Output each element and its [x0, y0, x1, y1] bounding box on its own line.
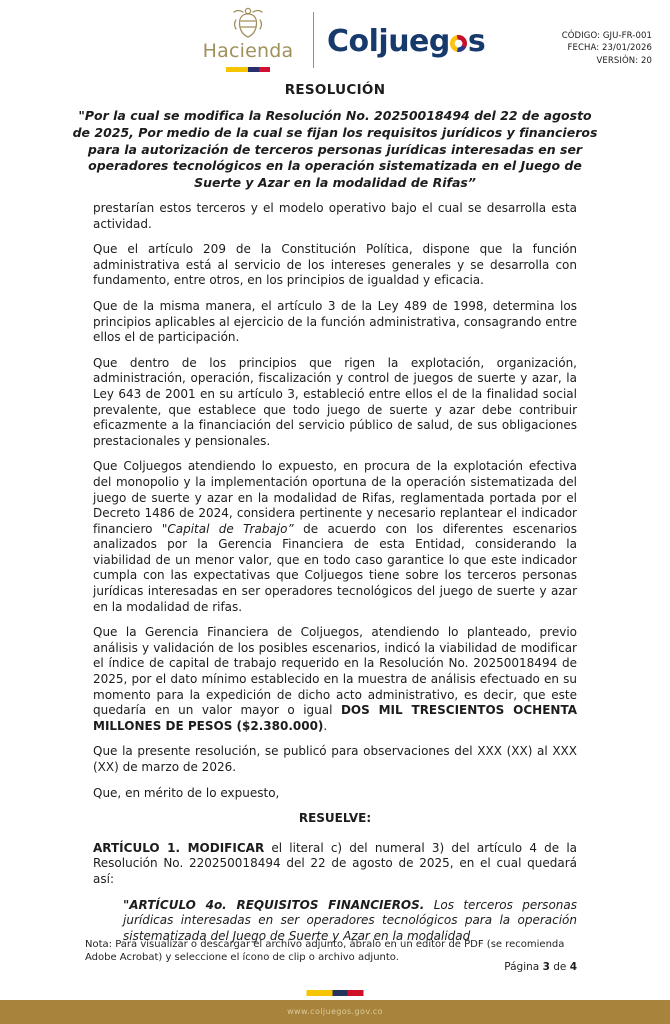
paragraph: Que la Gerencia Financiera de Coljuegos, atendiendo lo planteado, previo análisis y validación de los posibles escenarios, indicó la viabilidad de modificar el índice de capital de trabajo requerido en la Resolución No. 20250018494 de 2025, por el dato mínimo establecido en la muestra de análisis efectuado en su momento para la expedición de dicho acto administrativo, es decir, que este quedaría en un valor mayor o igual DOS MIL TRESCIENTOS OCHENTA MILLONES DE PESOS ($2.380.000).	[93, 625, 578, 733]
paragraph: Que la presente resolución, se publicó para observaciones del XXX (XX) al XXX (XX) de marzo de 2026.	[93, 744, 577, 774]
hacienda-wordmark: Hacienda	[202, 40, 294, 62]
colombia-flag-icon	[226, 67, 270, 72]
hacienda-crest-icon	[229, 6, 267, 40]
paragraph: Que de la misma manera, el artículo 3 de la Ley 489 de 1998, determina los principios aplicables al ejercicio de la función administrativa, consagrando entre ellos el de participación.	[93, 298, 577, 345]
colombia-flag-icon-footer	[307, 990, 364, 996]
paragraph: Que dentro de los principios que rigen la explotación, organización, administración, operación, fiscalización y control de juegos de suerte y azar, la Ley 643 de 2001 en su artículo 3, estableció entre ellos el de la finalidad social prevalente, que establece que todo juego de suerte y azar debe contribuir eficazmente a la financiación del servicio público de salud, de sus obligaciones prestacionales y pensionales.	[93, 355, 577, 448]
document-body	[93, 201, 577, 944]
paragraph: "ARTÍCULO 4o. REQUISITOS FINANCIEROS. Los terceros personas jurídicas interesadas en ser operadores tecnológicos para la operación sistematizada del Juego de Suerte y Azar en la modalidad	[123, 897, 577, 943]
footer-band	[0, 1000, 670, 1024]
logo-divider	[313, 12, 314, 68]
page-number-mid: de	[549, 961, 570, 973]
doc-version: VERSIÓN: 20	[596, 55, 652, 66]
paragraph: Que, en mérito de lo expuesto,	[93, 785, 280, 800]
coljuegos-swirl-o-icon	[450, 35, 467, 52]
section-heading: RESUELVE:	[298, 811, 372, 826]
doc-code: CÓDIGO: GJU-FR-001	[561, 31, 652, 41]
document-subtitle: "Por la cual se modifica la Resolución No. 20250018494 del 22 de agosto de 2025, Por medio de la cual se fijan los requisitos jurídicos y financieros para la autorización de terceros personas jurídicas interesadas en ser operadores tecnológicos en la operación sistematizada en el Juego de Suerte y Azar en la modalidad de Rifas”	[72, 108, 598, 191]
paragraph: Que Coljuegos atendiendo lo expuesto, en procura de la explotación efectiva del monopolio y la implementación oportuna de la operación sistematizada del juego de suerte y azar en la modalidad de Rifas, reglamentada portada por el Decreto 1486 de 2024, considera pertinente y necesario replantear el indicador financiero "Capital de Trabajo” de acuerdo con los diferentes escenarios analizados por la Gerencia Financiera de esta Entidad, considerando la viabilidad de un menor valor, que en todo caso garantice lo que este indicador cumpla con las expectativas que Coljuegos tiene sobre los terceros personas jurídicas interesadas en ser operadores tecnológicos del juego de suerte y azar en la modalidad de rifas.	[93, 459, 578, 614]
doc-date: FECHA: 23/01/2026	[567, 43, 652, 54]
paragraph: Que el artículo 209 de la Constitución Política, dispone que la función administrativa está al servicio de los intereses generales y se desarrolla con fundamento, entre otros, en los principios de igualdad y eficacia.	[93, 242, 577, 288]
page-number-total: 4	[569, 961, 577, 973]
coljuegos-wordmark-suffix: s	[467, 24, 486, 59]
attachment-note: Nota: Para visualizar o descargar el archivo adjunto, ábralo en un editor de PDF (se recomienda Adobe Acrobat) y seleccione el ícono de clip o archivo adjunto.	[85, 939, 565, 964]
coljuegos-logo	[327, 24, 485, 59]
paragraph: prestarían estos terceros y el modelo operativo bajo el cual se desarrolla esta actividad.	[93, 201, 577, 231]
page-number	[504, 961, 577, 973]
coljuegos-wordmark-prefix: Coljueg	[327, 24, 450, 59]
website-url: www.coljuegos.gov.co	[287, 1007, 383, 1016]
paragraph: ARTÍCULO 1. MODIFICAR el literal c) del numeral 3) del artículo 4 de la Resolución No. 220250018494 del 22 de agosto de 2025, en el cual quedará así:	[93, 840, 578, 886]
document-metadata	[562, 30, 652, 67]
page-number-prefix: Página	[504, 961, 543, 973]
document-title: RESOLUCIÓN	[284, 82, 386, 98]
page-number-current: 3	[542, 961, 550, 973]
hacienda-logo	[190, 6, 306, 72]
